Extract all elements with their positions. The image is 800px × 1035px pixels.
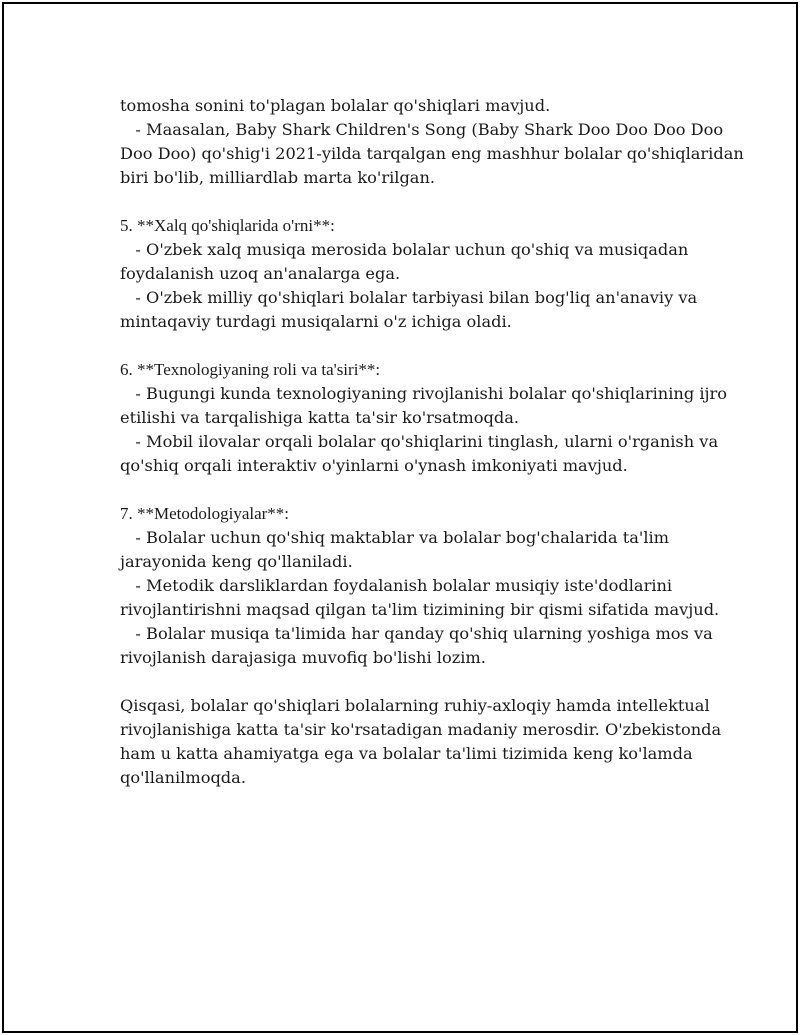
text-line: Qisqasi, bolalar qo'shiqlari bolalarning ruhiy-axloqiy hamda intellektual xyxy=(120,696,710,715)
section-heading: 6. **Texnologiyaning roli va ta'siri**: xyxy=(120,360,381,379)
text-line: Doo Doo) qo'shig'i 2021-yilda tarqalgan eng mashhur bolalar qo'shiqlaridan xyxy=(120,144,744,163)
text-line: mintaqaviy turdagi musiqalarni o'z ichiga oladi. xyxy=(120,312,512,331)
text-line: - Mobil ilovalar orqali bolalar qo'shiqlarini tinglash, ularni o'rganish va xyxy=(120,432,719,451)
text-line: - Bolalar musiqa ta'limida har qanday qo'shiq ularning yoshiga mos va xyxy=(120,624,713,643)
text-line: qo'llanilmoqda. xyxy=(120,768,246,787)
paragraph-gap xyxy=(120,670,700,694)
text-line: ham u katta ahamiyatga ega va bolalar ta'limi tizimida keng ko'lamda xyxy=(120,744,693,763)
text-line: foydalanish uzoq an'analarga ega. xyxy=(120,264,401,283)
text-line: biri bo'lib, milliardlab marta ko'rilgan. xyxy=(120,168,436,187)
text-line: - Bugungi kunda texnologiyaning rivojlanishi bolalar qo'shiqlarining ijro xyxy=(120,384,728,403)
text-line: rivojlanishiga katta ta'sir ko'rsatadigan madaniy merosdir. O'zbekistonda xyxy=(120,720,722,739)
paragraph-gap xyxy=(120,478,700,502)
text-line: etilishi va tarqalishiga katta ta'sir ko'rsatmoqda. xyxy=(120,408,520,427)
text-line: - Bolalar uchun qo'shiq maktablar va bolalar bog'chalarida ta'lim xyxy=(120,528,670,547)
paragraph-gap xyxy=(120,190,700,214)
section-heading: 5. **Xalq qo'shiqlarida o'rni**: xyxy=(120,216,335,235)
text-line: - Metodik darsliklardan foydalanish bolalar musiqiy iste'dodlarini xyxy=(120,576,673,595)
text-line: - Maasalan, Baby Shark Children's Song (Baby Shark Doo Doo Doo Doo xyxy=(120,120,724,139)
text-line: - O'zbek xalq musiqa merosida bolalar uchun qo'shiq va musiqadan xyxy=(120,240,689,259)
section-heading: 7. **Metodologiyalar**: xyxy=(120,504,290,523)
text-line: jarayonida keng qo'llaniladi. xyxy=(120,552,353,571)
document-body xyxy=(120,94,744,790)
text-line: rivojlanish darajasiga muvofiq bo'lishi lozim. xyxy=(120,648,486,667)
document-page xyxy=(2,2,798,1033)
paragraph-gap xyxy=(120,334,700,358)
text-line: rivojlantirishni maqsad qilgan ta'lim tizimining bir qismi sifatida mavjud. xyxy=(120,600,720,619)
text-line: tomosha sonini to'plagan bolalar qo'shiqlari mavjud. xyxy=(120,96,551,115)
text-line: - O'zbek milliy qo'shiqlari bolalar tarbiyasi bilan bog'liq an'anaviy va xyxy=(120,288,698,307)
text-line: qo'shiq orqali interaktiv o'yinlarni o'ynash imkoniyati mavjud. xyxy=(120,456,628,475)
